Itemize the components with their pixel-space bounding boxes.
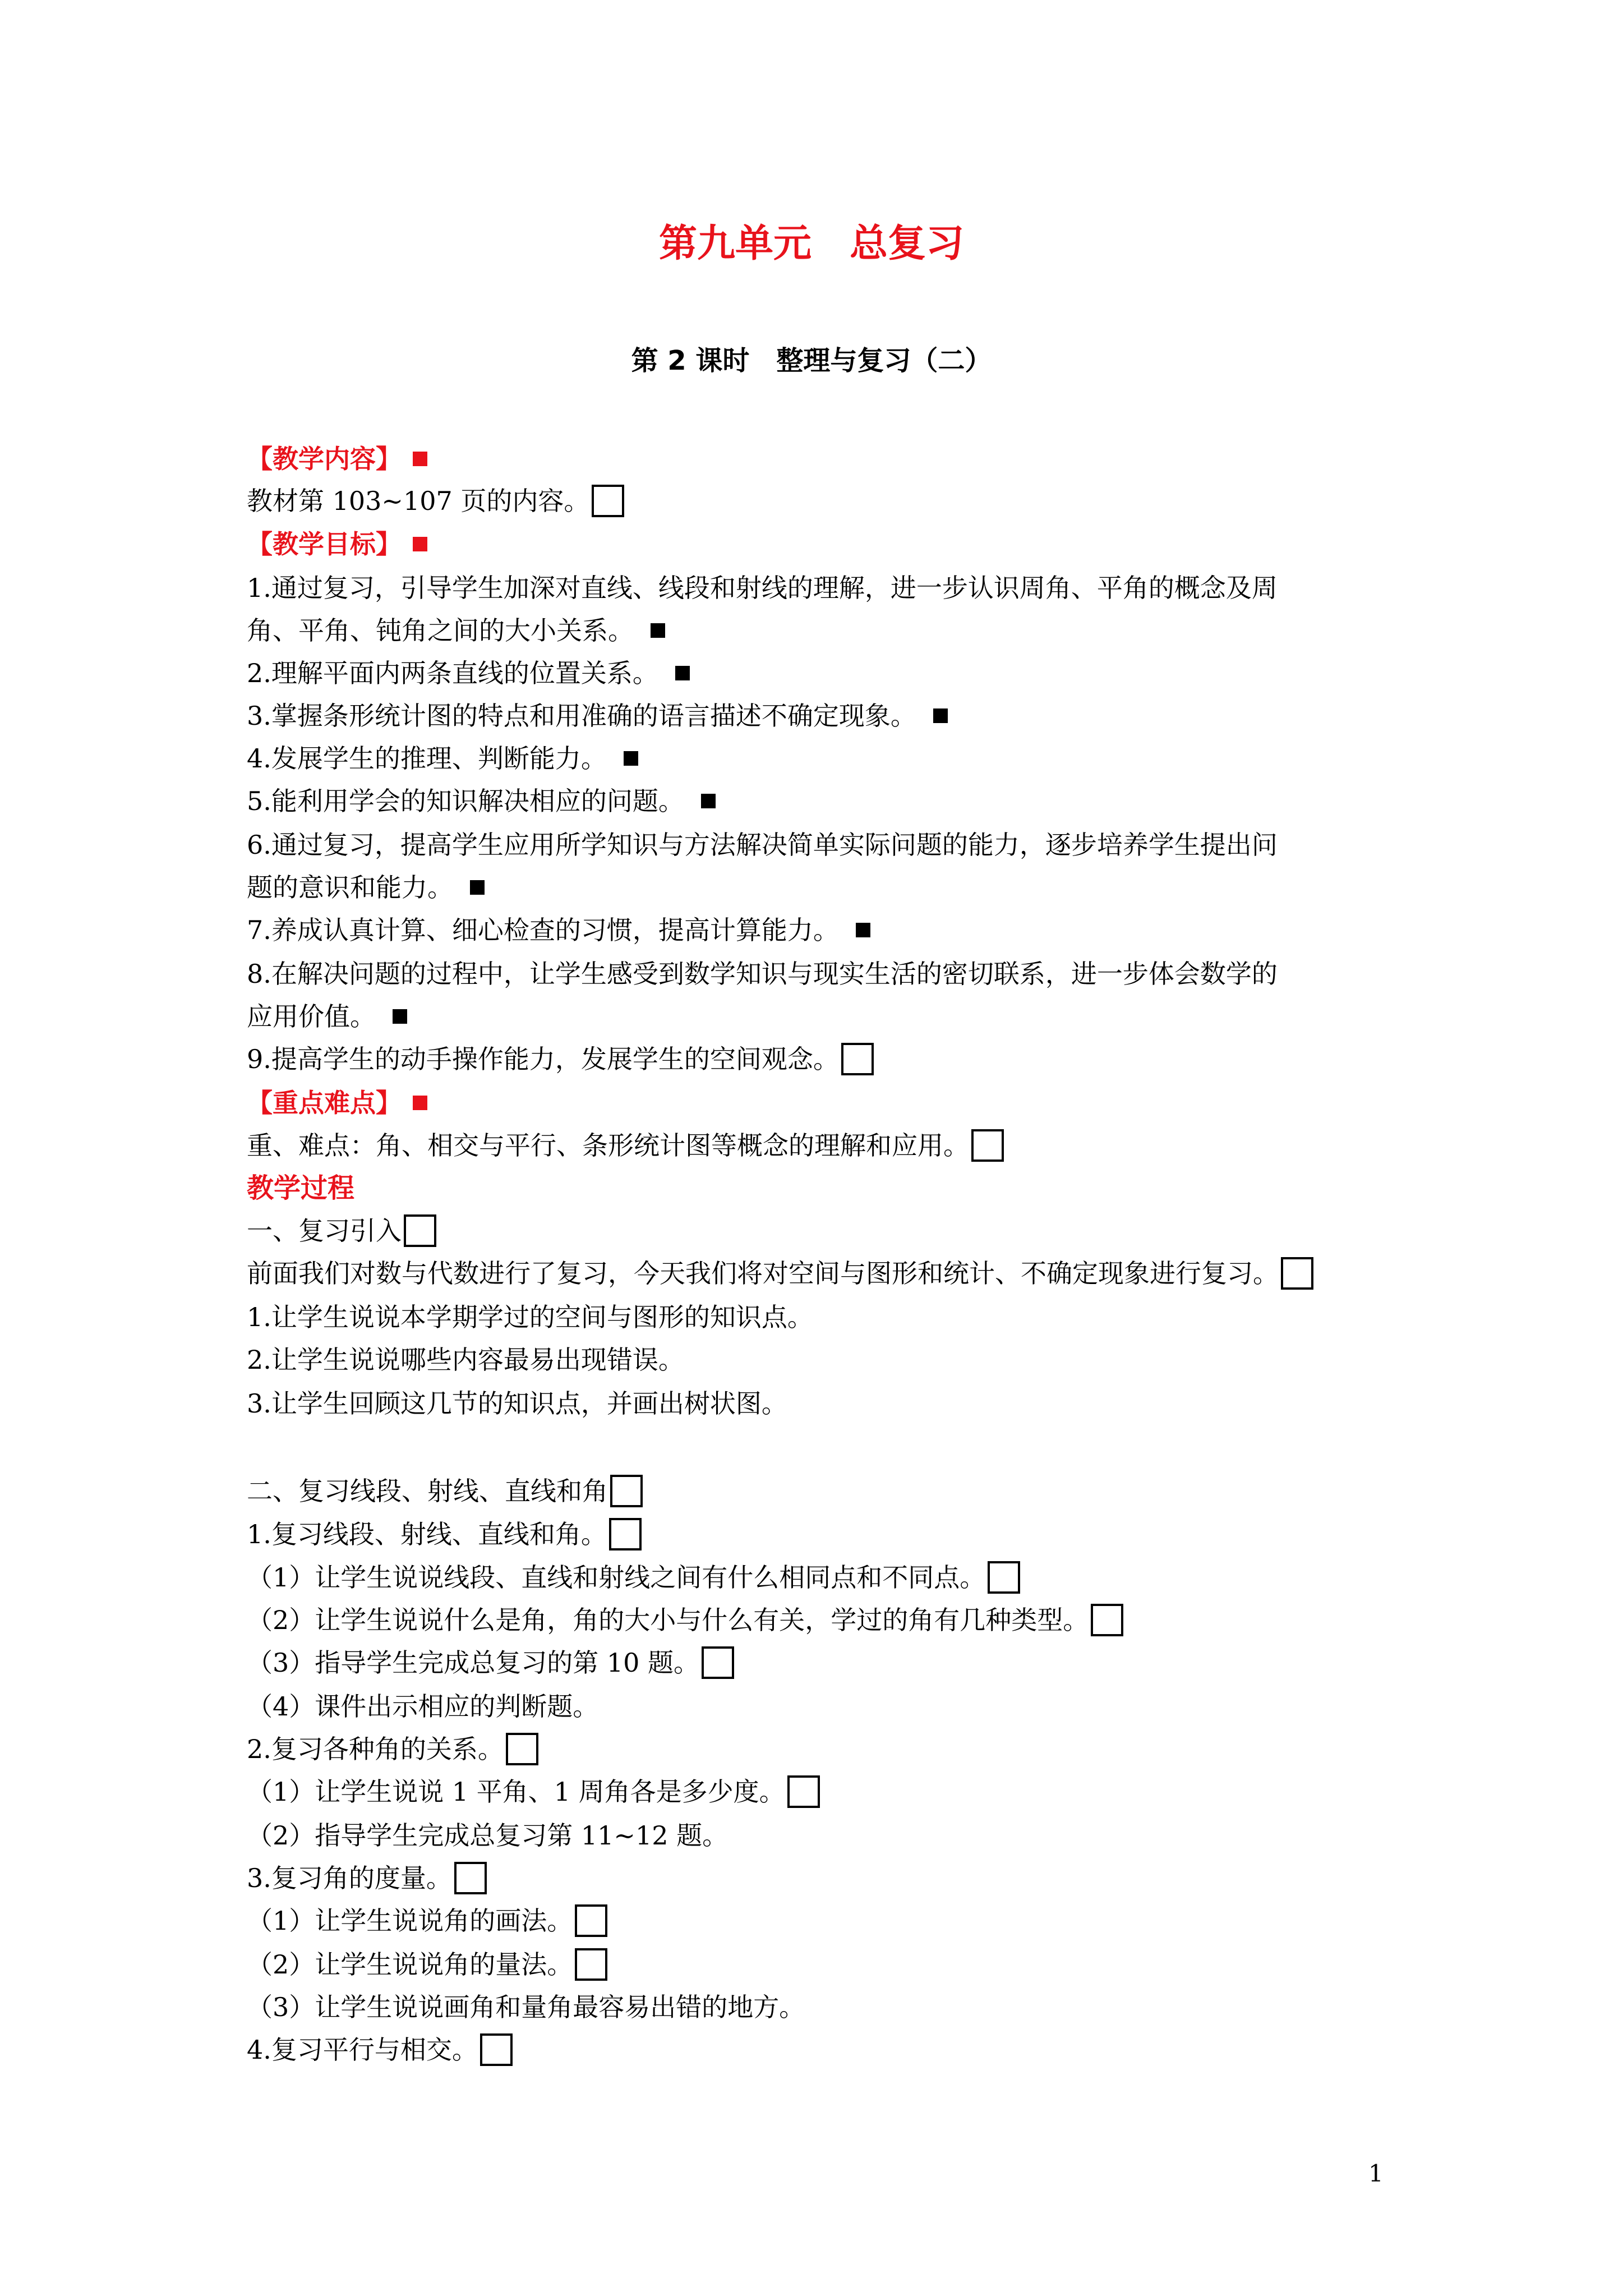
text-line <box>247 1599 1441 1641</box>
square-marker-icon <box>933 708 948 723</box>
text-line <box>247 1382 1441 1425</box>
line-text: 1.通过复习，引导学生加深对直线、线段和射线的理解，进一步认识周角、平角的概念及周 <box>247 573 1278 603</box>
text-line <box>247 2028 1441 2071</box>
text-line <box>247 995 1441 1038</box>
empty-box-icon <box>702 1646 734 1679</box>
text-line <box>247 1038 1441 1080</box>
line-text: 应用价值。 <box>247 1001 376 1032</box>
empty-box-icon <box>575 1948 607 1981</box>
empty-box-icon <box>1091 1604 1123 1636</box>
empty-box-icon <box>575 1904 607 1937</box>
line-text: （1）让学生说说线段、直线和射线之间有什么相同点和不同点。 <box>247 1562 986 1593</box>
line-text: （4）课件出示相应的判断题。 <box>247 1691 599 1722</box>
square-marker-icon <box>393 1009 407 1024</box>
text-line <box>247 1338 1441 1381</box>
text-line <box>247 609 1441 652</box>
text-line <box>247 1857 1441 1899</box>
text-line <box>247 1728 1441 1770</box>
unit-title: 第九单元 总复习 <box>658 222 964 266</box>
square-marker-icon <box>701 794 716 808</box>
line-text: 教材第 103~107 页的内容。 <box>247 486 590 516</box>
text-line <box>247 1556 1441 1599</box>
line-text: 题的意识和能力。 <box>247 872 453 903</box>
line-text: （2）让学生说说角的量法。 <box>247 1949 573 1980</box>
text-line <box>247 1641 1441 1684</box>
text-line <box>247 780 1441 822</box>
text-line <box>247 909 1441 951</box>
line-text: 3.复习角的度量。 <box>247 1863 452 1893</box>
line-text: 1.复习线段、射线、直线和角。 <box>247 1519 607 1549</box>
line-text: 3.让学生回顾这几节的知识点，并画出树状图。 <box>247 1388 787 1419</box>
text-line <box>247 1814 1441 1857</box>
line-text: 3.掌握条形统计图的特点和用准确的语言描述不确定现象。 <box>247 701 916 731</box>
line-text: 一、复习引入 <box>247 1216 402 1246</box>
section-heading <box>247 523 1441 565</box>
text-line <box>247 1899 1441 1942</box>
line-text: 7.养成认真计算、细心检查的习惯，提高计算能力。 <box>247 915 839 945</box>
text-line <box>247 1470 1441 1512</box>
square-marker-icon <box>470 880 485 895</box>
line-text: 2.理解平面内两条直线的位置关系。 <box>247 658 658 688</box>
line-text: （1）让学生说说 1 平角、1 周角各是多少度。 <box>247 1777 785 1807</box>
empty-box-icon <box>454 1862 487 1894</box>
line-text: 【教学目标】 <box>247 529 402 559</box>
line-text: 【教学内容】 <box>247 444 402 474</box>
lesson-subtitle: 第 2 课时 整理与复习（二） <box>631 345 992 376</box>
line-text: （1）让学生说说角的画法。 <box>247 1906 573 1936</box>
line-text: （2）指导学生完成总复习第 11~12 题。 <box>247 1820 728 1851</box>
square-marker-icon <box>624 751 638 766</box>
square-marker-icon <box>856 923 870 937</box>
text-line <box>247 480 1441 522</box>
square-marker-icon <box>675 666 690 680</box>
empty-box-icon <box>404 1214 436 1247</box>
line-text: 教学过程 <box>247 1172 355 1204</box>
line-text: 【重点难点】 <box>247 1088 402 1118</box>
text-line <box>247 823 1441 866</box>
line-text: 1.让学生说说本学期学过的空间与图形的知识点。 <box>247 1302 813 1332</box>
line-text: 2.让学生说说哪些内容最易出现错误。 <box>247 1345 684 1375</box>
empty-box-icon <box>609 1518 642 1550</box>
text-line <box>247 567 1441 609</box>
text-line <box>247 1513 1441 1556</box>
square-marker-icon <box>651 623 665 638</box>
section-heading <box>247 1082 1441 1124</box>
line-text: 前面我们对数与代数进行了复习，今天我们将对空间与图形和统计、不确定现象进行复习。 <box>247 1258 1279 1289</box>
empty-box-icon <box>971 1129 1004 1162</box>
line-text: 二、复习线段、射线、直线和角 <box>247 1476 608 1506</box>
empty-box-icon <box>1281 1257 1313 1290</box>
line-text: 2.复习各种角的关系。 <box>247 1734 504 1764</box>
text-line <box>247 1296 1441 1338</box>
line-text: （3）让学生说说画角和量角最容易出错的地方。 <box>247 1992 805 2022</box>
empty-box-icon <box>592 485 624 517</box>
text-line <box>247 1770 1441 1813</box>
empty-box-icon <box>610 1475 643 1507</box>
text-line <box>247 1943 1441 1986</box>
empty-box-icon <box>480 2033 513 2066</box>
line-text: 8.在解决问题的过程中，让学生感受到数学知识与现实生活的密切联系，进一步体会数学的 <box>247 959 1278 989</box>
text-line <box>247 1252 1441 1295</box>
text-line <box>247 1685 1441 1728</box>
line-text: 5.能利用学会的知识解决相应的问题。 <box>247 786 684 816</box>
empty-box-icon <box>787 1775 820 1808</box>
square-marker-icon <box>413 452 427 466</box>
section-heading <box>247 438 1441 480</box>
text-line <box>247 737 1441 780</box>
line-text: 4.发展学生的推理、判断能力。 <box>247 743 607 774</box>
line-text: 4.复习平行与相交。 <box>247 2035 478 2065</box>
line-text: 6.通过复习，提高学生应用所学知识与方法解决简单实际问题的能力，逐步培养学生提出问 <box>247 830 1278 860</box>
text-line <box>247 1124 1441 1167</box>
text-line <box>247 652 1441 694</box>
empty-box-icon <box>841 1043 874 1075</box>
text-line <box>247 1986 1441 2028</box>
text-line <box>247 953 1441 995</box>
text-line <box>247 866 1441 909</box>
text-line <box>247 694 1441 737</box>
empty-box-icon <box>506 1733 538 1765</box>
text-line <box>247 1209 1441 1252</box>
empty-box-icon <box>988 1561 1020 1594</box>
line-text: 重、难点：角、相交与平行、条形统计图等概念的理解和应用。 <box>247 1130 969 1161</box>
line-text: 角、平角、钝角之间的大小关系。 <box>247 615 634 646</box>
line-text: （2）让学生说说什么是角，角的大小与什么有关，学过的角有几种类型。 <box>247 1605 1089 1635</box>
process-heading <box>247 1167 1441 1209</box>
line-text: 9.提高学生的动手操作能力，发展学生的空间观念。 <box>247 1044 839 1074</box>
page-number: 1 <box>1368 2160 1384 2187</box>
square-marker-icon <box>413 537 427 551</box>
square-marker-icon <box>413 1096 427 1110</box>
line-text: （3）指导学生完成总复习的第 10 题。 <box>247 1648 700 1678</box>
